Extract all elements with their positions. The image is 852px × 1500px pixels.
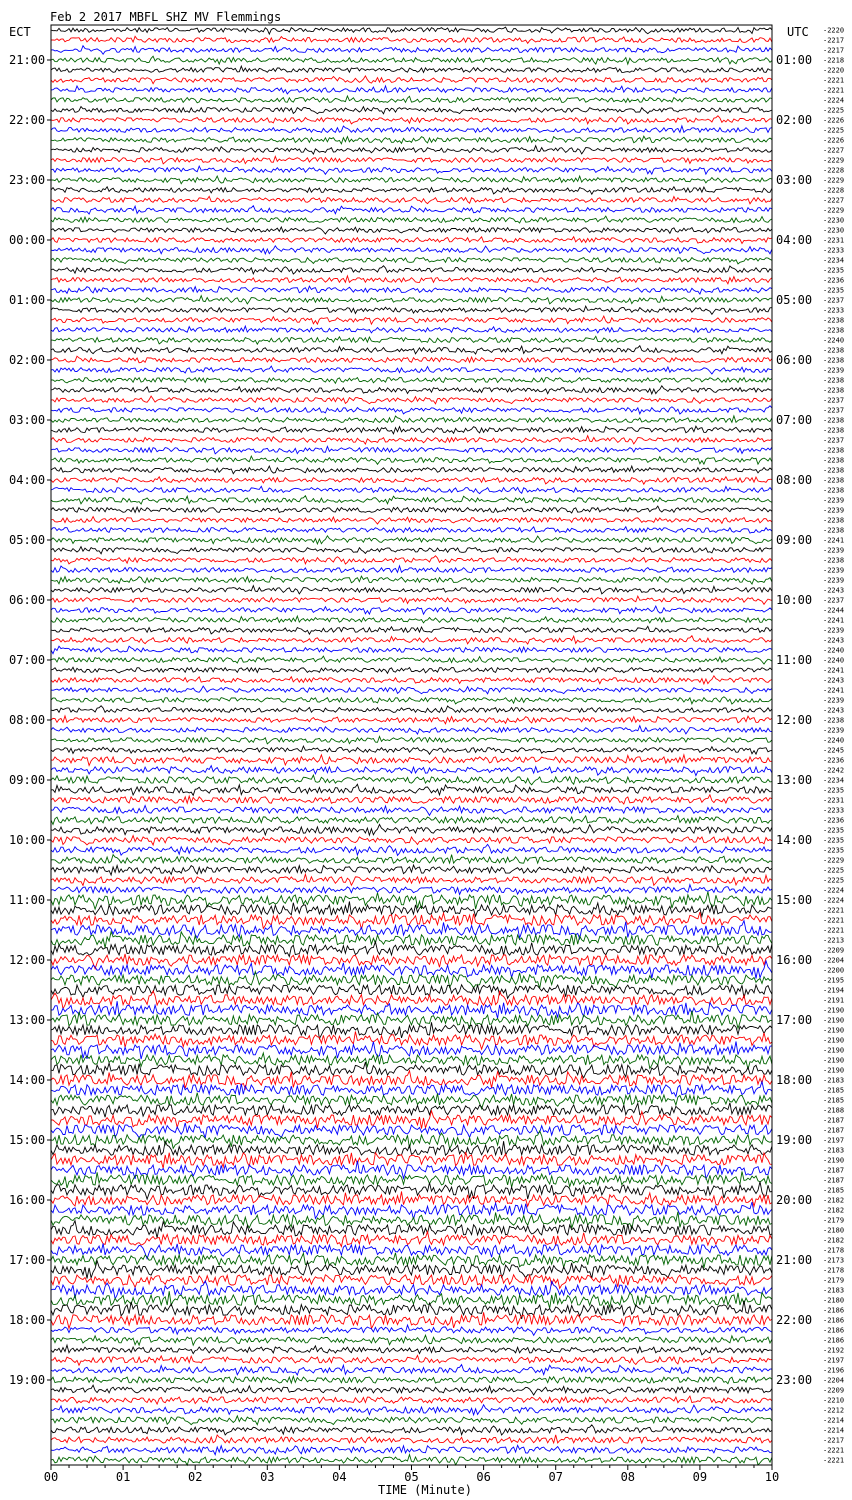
trace-value-label: -2235: [823, 836, 845, 845]
right-hour-label: 05:00: [776, 293, 813, 307]
trace-value-label: -2238: [823, 476, 845, 485]
trace-value-label: -2194: [823, 986, 845, 995]
trace-value-label: -2237: [823, 406, 845, 415]
left-hour-label: 07:00: [9, 653, 46, 667]
trace-value-label: -2224: [823, 96, 845, 105]
trace-value-label: -2243: [823, 676, 845, 685]
trace-value-label: -2210: [823, 1396, 845, 1405]
trace-value-label: -2238: [823, 516, 845, 525]
trace-value-label: -2182: [823, 1236, 845, 1245]
chart-title: Feb 2 2017 MBFL SHZ MV Flemmings: [50, 10, 282, 24]
trace-value-label: -2213: [823, 936, 845, 945]
trace-value-label: -2204: [823, 956, 845, 965]
trace-value-label: -2243: [823, 636, 845, 645]
trace-value-label: -2235: [823, 266, 845, 275]
x-tick-label: 02: [187, 1470, 203, 1484]
trace-value-label: -2236: [823, 276, 845, 285]
trace-value-label: -2226: [823, 136, 845, 145]
left-hour-label: 11:00: [9, 893, 46, 907]
trace-value-label: -2240: [823, 656, 845, 665]
trace-value-label: -2221: [823, 916, 845, 925]
trace-value-label: -2190: [823, 1046, 845, 1055]
left-hour-label: 12:00: [9, 953, 46, 967]
right-hour-label: 17:00: [776, 1013, 813, 1027]
x-tick-label: 07: [548, 1470, 563, 1484]
right-hour-label: 22:00: [776, 1313, 813, 1327]
trace-value-label: -2180: [823, 1296, 845, 1305]
trace-value-label: -2230: [823, 216, 845, 225]
left-hour-label: 13:00: [9, 1013, 46, 1027]
x-tick-label: 05: [404, 1470, 419, 1484]
trace-value-label: -2235: [823, 286, 845, 295]
right-hour-label: 16:00: [776, 953, 813, 967]
left-hour-label: 21:00: [9, 53, 46, 67]
trace-value-label: -2244: [823, 606, 845, 615]
left-hour-label: 16:00: [9, 1193, 46, 1207]
trace-value-label: -2187: [823, 1166, 845, 1175]
trace-value-label: -2186: [823, 1326, 845, 1335]
trace-value-label: -2188: [823, 1106, 845, 1115]
right-hour-label: 19:00: [776, 1133, 813, 1147]
trace-value-label: -2221: [823, 1446, 845, 1455]
trace-value-label: -2190: [823, 1026, 845, 1035]
trace-value-label: -2197: [823, 1356, 845, 1365]
x-tick-label: 09: [692, 1470, 708, 1484]
trace-value-label: -2218: [823, 56, 845, 65]
trace-value-label: -2183: [823, 1076, 845, 1085]
right-axis-label: UTC: [787, 25, 809, 39]
trace-value-label: -2179: [823, 1276, 845, 1285]
trace-value-label: -2238: [823, 456, 845, 465]
trace-value-label: -2182: [823, 1206, 845, 1215]
trace-value-label: -2243: [823, 586, 845, 595]
trace-value-label: -2237: [823, 436, 845, 445]
right-hour-label: 02:00: [776, 113, 813, 127]
trace-value-label: -2234: [823, 256, 845, 265]
trace-value-label: -2221: [823, 1456, 845, 1465]
right-hour-label: 04:00: [776, 233, 813, 247]
trace-value-label: -2226: [823, 116, 845, 125]
trace-value-label: -2238: [823, 446, 845, 455]
trace-value-label: -2235: [823, 846, 845, 855]
trace-value-label: -2179: [823, 1216, 845, 1225]
right-hour-label: 09:00: [776, 533, 813, 547]
trace-value-label: -2245: [823, 746, 845, 755]
trace-value-label: -2186: [823, 1306, 845, 1315]
trace-value-label: -2191: [823, 996, 845, 1005]
left-hour-label: 04:00: [9, 473, 46, 487]
trace-value-label: -2233: [823, 806, 845, 815]
trace-value-label: -2217: [823, 1436, 845, 1445]
trace-value-label: -2241: [823, 666, 845, 675]
trace-value-label: -2229: [823, 176, 845, 185]
left-hour-label: 19:00: [9, 1373, 46, 1387]
trace-value-label: -2200: [823, 966, 845, 975]
trace-value-label: -2239: [823, 546, 845, 555]
trace-value-label: -2178: [823, 1266, 845, 1275]
right-hour-label: 06:00: [776, 353, 813, 367]
trace-value-label: -2214: [823, 1416, 845, 1425]
trace-value-label: -2212: [823, 1406, 845, 1415]
trace-value-label: -2190: [823, 1016, 845, 1025]
left-hour-label: 00:00: [9, 233, 46, 247]
trace-value-label: -2225: [823, 106, 845, 115]
trace-value-label: -2195: [823, 976, 845, 985]
trace-value-label: -2238: [823, 486, 845, 495]
trace-value-label: -2238: [823, 466, 845, 475]
trace-value-label: -2239: [823, 696, 845, 705]
trace-value-label: -2173: [823, 1256, 845, 1265]
trace-value-label: -2236: [823, 756, 845, 765]
trace-value-label: -2182: [823, 1196, 845, 1205]
trace-value-label: -2238: [823, 416, 845, 425]
trace-value-label: -2190: [823, 1066, 845, 1075]
trace-value-label: -2234: [823, 776, 845, 785]
right-hour-label: 20:00: [776, 1193, 813, 1207]
trace-value-label: -2183: [823, 1286, 845, 1295]
trace-value-label: -2237: [823, 296, 845, 305]
x-tick-label: 04: [332, 1470, 347, 1484]
trace-value-label: -2238: [823, 316, 845, 325]
trace-value-label: -2238: [823, 386, 845, 395]
trace-value-label: -2220: [823, 26, 845, 35]
trace-value-label: -2238: [823, 376, 845, 385]
trace-value-label: -2238: [823, 556, 845, 565]
right-hour-label: 08:00: [776, 473, 813, 487]
trace-value-label: -2190: [823, 1036, 845, 1045]
trace-value-label: -2209: [823, 1386, 845, 1395]
left-axis-label: ECT: [9, 25, 31, 39]
trace-value-label: -2221: [823, 86, 845, 95]
right-hour-label: 18:00: [776, 1073, 813, 1087]
left-hour-label: 14:00: [9, 1073, 46, 1087]
right-hour-label: 21:00: [776, 1253, 813, 1267]
left-hour-label: 06:00: [9, 593, 46, 607]
trace-value-label: -2229: [823, 206, 845, 215]
right-hour-label: 23:00: [776, 1373, 813, 1387]
trace-value-label: -2238: [823, 526, 845, 535]
x-tick-label: 01: [115, 1470, 131, 1484]
trace-value-label: -2225: [823, 876, 845, 885]
left-hour-label: 10:00: [9, 833, 46, 847]
trace-value-label: -2237: [823, 396, 845, 405]
trace-value-label: -2225: [823, 866, 845, 875]
trace-value-label: -2243: [823, 706, 845, 715]
left-hour-label: 02:00: [9, 353, 46, 367]
trace-value-label: -2217: [823, 46, 845, 55]
trace-value-label: -2233: [823, 306, 845, 315]
trace-value-label: -2238: [823, 326, 845, 335]
trace-value-label: -2190: [823, 1056, 845, 1065]
trace-value-label: -2178: [823, 1246, 845, 1255]
trace-value-label: -2239: [823, 506, 845, 515]
right-hour-label: 07:00: [776, 413, 813, 427]
trace-value-label: -2238: [823, 426, 845, 435]
trace-value-label: -2235: [823, 786, 845, 795]
trace-value-label: -2240: [823, 646, 845, 655]
trace-value-label: -2224: [823, 886, 845, 895]
right-hour-label: 12:00: [776, 713, 813, 727]
right-hour-label: 13:00: [776, 773, 813, 787]
trace-value-label: -2190: [823, 1156, 845, 1165]
left-hour-label: 17:00: [9, 1253, 46, 1267]
trace-value-label: -2225: [823, 126, 845, 135]
trace-value-label: -2227: [823, 196, 845, 205]
trace-value-label: -2239: [823, 566, 845, 575]
trace-value-label: -2230: [823, 226, 845, 235]
trace-value-label: -2221: [823, 926, 845, 935]
x-tick-label: 06: [476, 1470, 491, 1484]
trace-value-label: -2239: [823, 366, 845, 375]
right-hour-label: 10:00: [776, 593, 813, 607]
trace-value-label: -2238: [823, 346, 845, 355]
trace-value-label: -2221: [823, 906, 845, 915]
trace-value-label: -2228: [823, 166, 845, 175]
trace-value-label: -2214: [823, 1426, 845, 1435]
trace-value-label: -2217: [823, 36, 845, 45]
trace-value-label: -2240: [823, 736, 845, 745]
trace-value-label: -2240: [823, 336, 845, 345]
x-axis-label: TIME (Minute): [378, 1483, 472, 1497]
trace-value-label: -2229: [823, 856, 845, 865]
trace-value-label: -2233: [823, 246, 845, 255]
left-hour-label: 23:00: [9, 173, 46, 187]
trace-value-label: -2187: [823, 1126, 845, 1135]
trace-value-label: -2197: [823, 1136, 845, 1145]
trace-value-label: -2196: [823, 1366, 845, 1375]
left-hour-label: 08:00: [9, 713, 46, 727]
trace-value-label: -2239: [823, 576, 845, 585]
trace-value-label: -2241: [823, 536, 845, 545]
left-hour-label: 01:00: [9, 293, 46, 307]
trace-value-label: -2187: [823, 1116, 845, 1125]
trace-value-label: -2185: [823, 1186, 845, 1195]
trace-value-label: -2231: [823, 236, 845, 245]
trace-value-label: -2190: [823, 1006, 845, 1015]
trace-value-label: -2242: [823, 766, 845, 775]
trace-value-label: -2221: [823, 76, 845, 85]
trace-value-label: -2238: [823, 356, 845, 365]
right-hour-label: 03:00: [776, 173, 813, 187]
trace-value-label: -2228: [823, 186, 845, 195]
trace-value-label: -2220: [823, 66, 845, 75]
x-tick-label: 10: [764, 1470, 780, 1484]
left-hour-label: 03:00: [9, 413, 46, 427]
trace-value-label: -2239: [823, 626, 845, 635]
trace-value-label: -2241: [823, 616, 845, 625]
trace-value-label: -2209: [823, 946, 845, 955]
trace-value-label: -2241: [823, 686, 845, 695]
right-hour-label: 14:00: [776, 833, 813, 847]
right-hour-label: 15:00: [776, 893, 813, 907]
trace-value-label: -2186: [823, 1316, 845, 1325]
trace-value-label: -2186: [823, 1336, 845, 1345]
trace-value-label: -2204: [823, 1376, 845, 1385]
trace-value-label: -2237: [823, 596, 845, 605]
left-hour-label: 09:00: [9, 773, 46, 787]
trace-value-label: -2231: [823, 796, 845, 805]
x-tick-label: 00: [43, 1470, 59, 1484]
trace-value-label: -2180: [823, 1226, 845, 1235]
trace-value-label: -2185: [823, 1096, 845, 1105]
left-hour-label: 18:00: [9, 1313, 46, 1327]
trace-value-label: -2229: [823, 156, 845, 165]
left-hour-label: 22:00: [9, 113, 46, 127]
trace-value-label: -2239: [823, 726, 845, 735]
trace-value-label: -2187: [823, 1176, 845, 1185]
trace-value-label: -2227: [823, 146, 845, 155]
trace-value-label: -2238: [823, 716, 845, 725]
trace-value-label: -2235: [823, 826, 845, 835]
left-hour-label: 05:00: [9, 533, 46, 547]
trace-value-label: -2224: [823, 896, 845, 905]
right-hour-label: 11:00: [776, 653, 813, 667]
trace-value-label: -2236: [823, 816, 845, 825]
trace-value-label: -2183: [823, 1146, 845, 1155]
left-hour-label: 15:00: [9, 1133, 46, 1147]
x-tick-label: 08: [620, 1470, 636, 1484]
trace-value-label: -2192: [823, 1346, 845, 1355]
trace-value-label: -2185: [823, 1086, 845, 1095]
trace-value-label: -2239: [823, 496, 845, 505]
x-tick-label: 03: [260, 1470, 275, 1484]
right-hour-label: 01:00: [776, 53, 813, 67]
